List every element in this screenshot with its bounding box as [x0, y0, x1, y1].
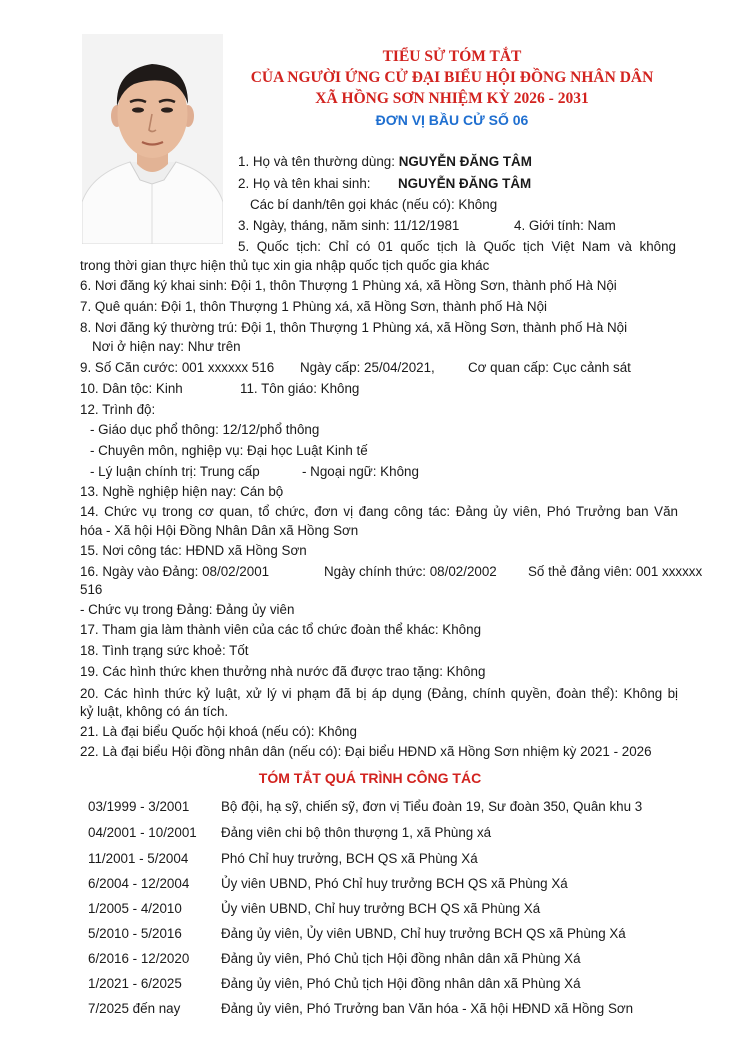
work-history-row	[88, 1000, 633, 1018]
work-history-row	[88, 975, 581, 993]
discipline-line-2: kỷ luật, không có án tích.	[80, 704, 229, 719]
alias-line: Các bí danh/tên gọi khác (nếu có): Không	[250, 197, 498, 212]
work-description: Ủy viên UBND, Phó Chỉ huy trưởng BCH QS xã Phùng Xá	[221, 876, 568, 891]
electoral-unit: ĐƠN VỊ BẦU CỬ SỐ 06	[375, 112, 529, 128]
work-history-row	[88, 850, 478, 868]
id-issuer: Cơ quan cấp: Cục cảnh sát	[468, 360, 631, 375]
education-heading: 12. Trình độ:	[80, 402, 156, 417]
discipline-line: 20. Các hình thức kỷ luật, xử lý vi phạm đã bị áp dụng (Đảng, chính quyền, đoàn thể): Không bị	[80, 686, 678, 701]
position-line-2: hóa - Xã hội Hội Đồng Nhân Dân xã Hồng Sơn	[80, 523, 359, 538]
work-history-row	[88, 950, 581, 968]
work-description: Bộ đội, hạ sỹ, chiến sỹ, đơn vị Tiểu đoàn 19, Sư đoàn 350, Quân khu 3	[221, 799, 643, 814]
national-assembly-line: 21. Là đại biểu Quốc hội khoá (nếu có): Không	[80, 724, 357, 739]
professional-line: - Chuyên môn, nghiệp vụ: Đại học Luật Kinh tế	[90, 443, 368, 458]
work-history-row	[88, 925, 626, 943]
council-delegate-line: 22. Là đại biểu Hội đồng nhân dân (nếu có): Đại biểu HĐND xã Hồng Sơn nhiệm kỳ 2021 - 2026	[80, 744, 652, 759]
religion-line: 11. Tôn giáo: Không	[240, 381, 360, 396]
birth-registration-line: 6. Nơi đăng ký khai sinh: Đội 1, thôn Thượng 1 Phùng xá, xã Hồng Sơn, thành phố Hà Nội	[80, 278, 617, 293]
work-description: Đảng ủy viên, Phó Trưởng ban Văn hóa - Xã hội HĐND xã Hồng Sơn	[221, 1001, 634, 1016]
work-history-row	[88, 798, 642, 816]
work-description: Đảng ủy viên, Phó Chủ tịch Hội đồng nhân dân xã Phùng Xá	[221, 951, 581, 966]
gender-line: 4. Giới tính: Nam	[514, 218, 616, 233]
health-line: 18. Tình trạng sức khoẻ: Tốt	[80, 643, 249, 658]
birth-name-label: 2. Họ và tên khai sinh:	[238, 176, 371, 191]
work-period: 6/2004 - 12/2004	[88, 876, 190, 891]
id-number-line: 9. Số Căn cước: 001 xxxxxx 516	[80, 360, 275, 375]
work-period: 1/2021 - 6/2025	[88, 976, 182, 991]
birth-name-value: NGUYỄN ĐĂNG TÂM	[398, 176, 532, 191]
nationality-line-2: trong thời gian thực hiện thủ tục xin gia nhập quốc tịch quốc gia khác	[80, 258, 490, 273]
foreign-language-line: - Ngoại ngữ: Không	[302, 464, 419, 479]
party-card-number-cont: 516	[80, 582, 103, 597]
common-name-label: 1. Họ và tên thường dùng:	[238, 154, 399, 169]
occupation-line: 13. Nghề nghiệp hiện nay: Cán bộ	[80, 484, 284, 499]
work-description: Đảng ủy viên, Ủy viên UBND, Chỉ huy trưởng BCH QS xã Phùng Xá	[221, 926, 626, 941]
residence-line: 8. Nơi đăng ký thường trú: Đội 1, thôn Thượng 1 Phùng xá, xã Hồng Sơn, thành phố Hà Nội	[80, 320, 628, 335]
work-history-row	[88, 875, 568, 893]
ethnicity-line: 10. Dân tộc: Kinh	[80, 381, 183, 396]
work-period: 1/2005 - 4/2010	[88, 901, 182, 916]
birth-date-line: 3. Ngày, tháng, năm sinh: 11/12/1981	[238, 218, 460, 233]
work-description: Đảng ủy viên, Phó Chủ tịch Hội đồng nhân dân xã Phùng Xá	[221, 976, 581, 991]
work-period: 03/1999 - 3/2001	[88, 799, 190, 814]
work-period: 04/2001 - 10/2001	[88, 825, 197, 840]
document-title-line2: CỦA NGƯỜI ỨNG CỬ ĐẠI BIỂU HỘI ĐỒNG NHÂN DÂN	[250, 69, 654, 86]
work-period: 5/2010 - 5/2016	[88, 926, 182, 941]
party-join-date: 16. Ngày vào Đảng: 08/02/2001	[80, 564, 270, 579]
current-address-line: Nơi ở hiện nay: Như trên	[92, 339, 241, 354]
id-issue-date: Ngày cấp: 25/04/2021,	[300, 360, 435, 375]
party-position-line: - Chức vụ trong Đảng: Đảng ủy viên	[80, 602, 295, 617]
work-period: 11/2001 - 5/2004	[88, 851, 189, 866]
document-header	[236, 46, 668, 130]
organization-membership-line: 17. Tham gia làm thành viên của các tổ chức đoàn thể khác: Không	[80, 622, 482, 637]
work-description: Đảng viên chi bộ thôn thượng 1, xã Phùng xá	[221, 825, 492, 840]
work-history-title: TÓM TẮT QUÁ TRÌNH CÔNG TÁC	[258, 770, 482, 786]
workplace-line: 15. Nơi công tác: HĐND xã Hồng Sơn	[80, 543, 307, 558]
document-title: TIỂU SỬ TÓM TẮT	[382, 48, 522, 65]
political-theory-line: - Lý luận chính trị: Trung cấp	[90, 464, 260, 479]
party-card-number: Số thẻ đảng viên: 001 xxxxxx	[528, 564, 703, 579]
bio-line-1	[238, 153, 532, 171]
bio-line-2	[238, 175, 371, 193]
general-education-line: - Giáo dục phổ thông: 12/12/phổ thông	[90, 422, 320, 437]
candidate-portrait	[82, 34, 223, 244]
awards-line: 19. Các hình thức khen thưởng nhà nước đã được trao tặng: Không	[80, 664, 486, 679]
work-period: 6/2016 - 12/2020	[88, 951, 190, 966]
nationality-line: 5. Quốc tịch: Chỉ có 01 quốc tịch là Quốc tịch Việt Nam và không	[238, 239, 676, 254]
position-line: 14. Chức vụ trong cơ quan, tổ chức, đơn vị đang công tác: Đảng ủy viên, Phó Trưởng ban Văn	[80, 504, 678, 519]
work-history-row	[88, 824, 491, 842]
work-description: Phó Chỉ huy trưởng, BCH QS xã Phùng Xá	[221, 851, 478, 866]
work-description: Ủy viên UBND, Chỉ huy trưởng BCH QS xã Phùng Xá	[221, 901, 541, 916]
work-history-row	[88, 900, 540, 918]
common-name-value: NGUYỄN ĐĂNG TÂM	[398, 154, 532, 169]
work-period: 7/2025 đến nay	[88, 1001, 181, 1016]
party-official-date: Ngày chính thức: 08/02/2002	[324, 564, 497, 579]
hometown-line: 7. Quê quán: Đội 1, thôn Thượng 1 Phùng xá, xã Hồng Sơn, thành phố Hà Nội	[80, 299, 547, 314]
document-title-line3: XÃ HỒNG SƠN NHIỆM KỲ 2026 - 2031	[315, 90, 589, 107]
